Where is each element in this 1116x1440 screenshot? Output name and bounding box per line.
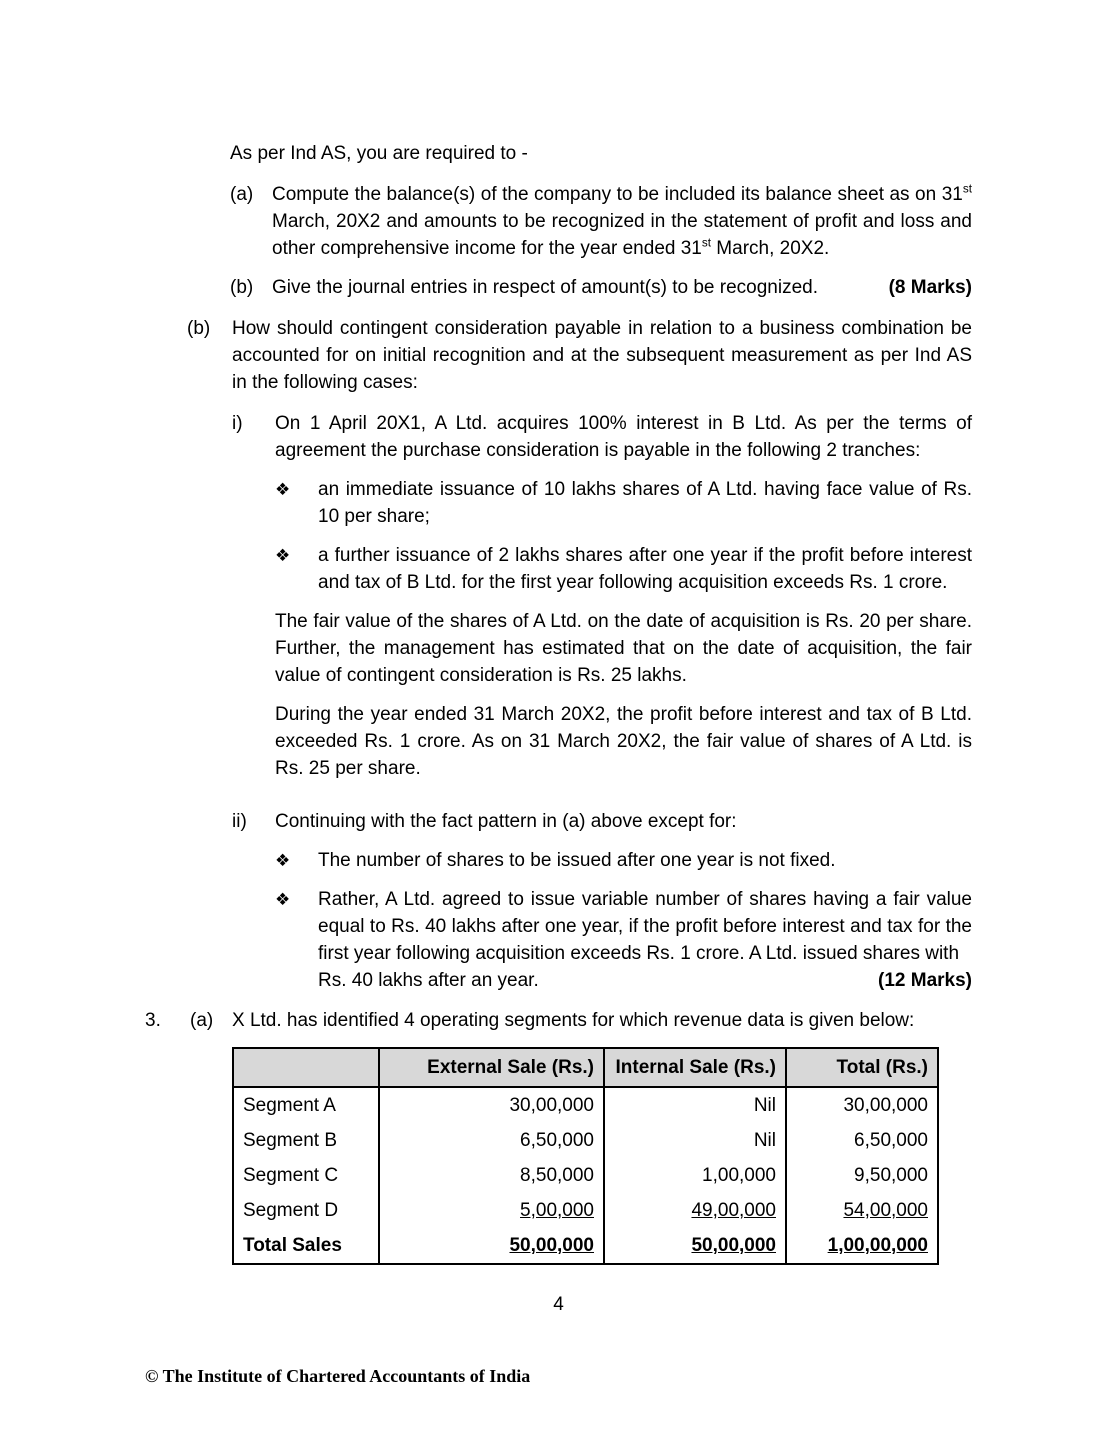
bullet-text: The number of shares to be issued after one year is not fixed. (318, 850, 836, 871)
text-fragment: March, 20X2 and amounts to be recognized in the statement of profit and loss and other comprehensive income for the year ended 31 (272, 211, 972, 259)
table-header-row (233, 1048, 938, 1087)
underlined-total-value: 50,00,000 (509, 1235, 594, 1256)
cell-label: Segment B (233, 1123, 379, 1158)
header-total: Total (Rs.) (786, 1048, 938, 1087)
cell-label: Total Sales (233, 1228, 379, 1264)
sub-item-ii-text: Continuing with the fact pattern in (a) above except for: (275, 811, 737, 832)
cell-total (786, 1228, 938, 1264)
header-external-sale: External Sale (Rs.) (379, 1048, 604, 1087)
table-row-segment-c (233, 1158, 938, 1193)
underlined-total-value: 1,00,00,000 (827, 1235, 928, 1256)
bullet-text: an immediate issuance of 10 lakhs shares of A Ltd. having face value of Rs. 10 per share; (318, 479, 972, 527)
cell-internal: 1,00,000 (604, 1158, 786, 1193)
list-item-a-text (272, 181, 972, 262)
sub-item-i-text: On 1 April 20X1, A Ltd. acquires 100% interest in B Ltd. As per the terms of agreement the purchase consideration is payable in the following 2 tranches: (275, 413, 972, 461)
cell-internal: Nil (604, 1087, 786, 1123)
cell-total: 9,50,000 (786, 1158, 938, 1193)
footer-copyright: © The Institute of Chartered Accountants of India (145, 1366, 531, 1386)
list-item-b-outer-label: (b) (187, 318, 211, 339)
underlined-value: 5,00,000 (520, 1200, 594, 1221)
intro-text: As per Ind AS, you are required to - (230, 143, 528, 164)
table-row-total-sales (233, 1228, 938, 1264)
text-fragment: March, 20X2. (711, 238, 830, 259)
cell-total: 30,00,000 (786, 1087, 938, 1123)
list-item-b-inner (230, 274, 972, 301)
page-content (145, 140, 972, 1318)
header-empty-cell (233, 1048, 379, 1087)
list-item-a-label: (a) (230, 184, 254, 205)
cell-external (379, 1193, 604, 1228)
bullet-last-line (318, 967, 972, 994)
sub-item-ii (232, 808, 972, 994)
marks-8: (8 Marks) (888, 277, 972, 298)
segments-table (232, 1047, 939, 1265)
sub-item-i-label: i) (232, 413, 243, 434)
sub-item-i (232, 410, 972, 796)
superscript-st: st (962, 182, 972, 196)
table-row-segment-b (233, 1123, 938, 1158)
cell-label: Segment C (233, 1158, 379, 1193)
cell-internal (604, 1228, 786, 1264)
cell-external: 30,00,000 (379, 1087, 604, 1123)
diamond-bullet-icon: ❖ (275, 890, 291, 909)
question-3 (145, 1007, 972, 1034)
table-row-segment-a (233, 1087, 938, 1123)
question-3-number: 3. (145, 1010, 161, 1031)
cell-label: Segment D (233, 1193, 379, 1228)
question-3a-label: (a) (190, 1010, 214, 1031)
cell-external (379, 1228, 604, 1264)
list-item-b-outer (187, 315, 972, 994)
text-fragment: Compute the balance(s) of the company to be included its balance sheet as on 31 (272, 184, 963, 205)
cell-total: 6,50,000 (786, 1123, 938, 1158)
diamond-bullet-icon: ❖ (275, 480, 291, 499)
sub-item-ii-label: ii) (232, 811, 247, 832)
list-item-a (230, 181, 972, 262)
underlined-value: 54,00,000 (843, 1200, 928, 1221)
cell-internal: Nil (604, 1123, 786, 1158)
bullet-item (275, 542, 972, 596)
diamond-bullet-icon: ❖ (275, 546, 291, 565)
diamond-bullet-icon: ❖ (275, 851, 291, 870)
bullet-item (275, 847, 972, 874)
question-3a-text: X Ltd. has identified 4 operating segments for which revenue data is given below: (232, 1010, 915, 1031)
bullet-text-lastline: Rs. 40 lakhs after an year. (318, 970, 539, 991)
cell-external: 8,50,000 (379, 1158, 604, 1193)
cell-external: 6,50,000 (379, 1123, 604, 1158)
cell-total (786, 1193, 938, 1228)
marks-12: (12 Marks) (878, 970, 972, 991)
underlined-value: 49,00,000 (691, 1200, 776, 1221)
table-row-segment-d (233, 1193, 938, 1228)
cell-label: Segment A (233, 1087, 379, 1123)
cell-internal (604, 1193, 786, 1228)
list-item-b-inner-label: (b) (230, 277, 254, 298)
paragraph-during-year: During the year ended 31 March 20X2, the profit before interest and tax of B Ltd. exceeded Rs. 1 crore. As on 31 March 20X2, the fair value of shares of A Ltd. is Rs. 25 per share. (275, 704, 972, 779)
bullet-text: a further issuance of 2 lakhs shares after one year if the profit before interest and tax of B Ltd. for the first year following acquisition exceeds Rs. 1 crore. (318, 545, 972, 593)
page-number: 4 (553, 1294, 564, 1315)
list-item-b-inner-text: Give the journal entries in respect of amount(s) to be recognized. (272, 277, 819, 298)
underlined-total-value: 50,00,000 (691, 1235, 776, 1256)
list-item-b-outer-text: How should contingent consideration payable in relation to a business combination be accounted for on initial recognition and at the subsequent measurement as per Ind AS in the following cases: (232, 318, 972, 393)
superscript-st: st (701, 236, 712, 250)
bullet-item (275, 886, 972, 994)
paragraph-fair-value: The fair value of the shares of A Ltd. on the date of acquisition is Rs. 20 per share. Further, the management has estimated that on the date of acquisition, the fair value of contingent consideration is Rs. 25 lakhs. (275, 611, 972, 686)
bullet-item (275, 476, 972, 530)
header-internal-sale: Internal Sale (Rs.) (604, 1048, 786, 1087)
bullet-text: Rather, A Ltd. agreed to issue variable number of shares having a fair value equal to Rs. 40 lakhs after one year, if the profit before interest and tax for the first year following acquisition exceeds Rs. 1 crore. A Ltd. issued shares with (318, 889, 972, 964)
